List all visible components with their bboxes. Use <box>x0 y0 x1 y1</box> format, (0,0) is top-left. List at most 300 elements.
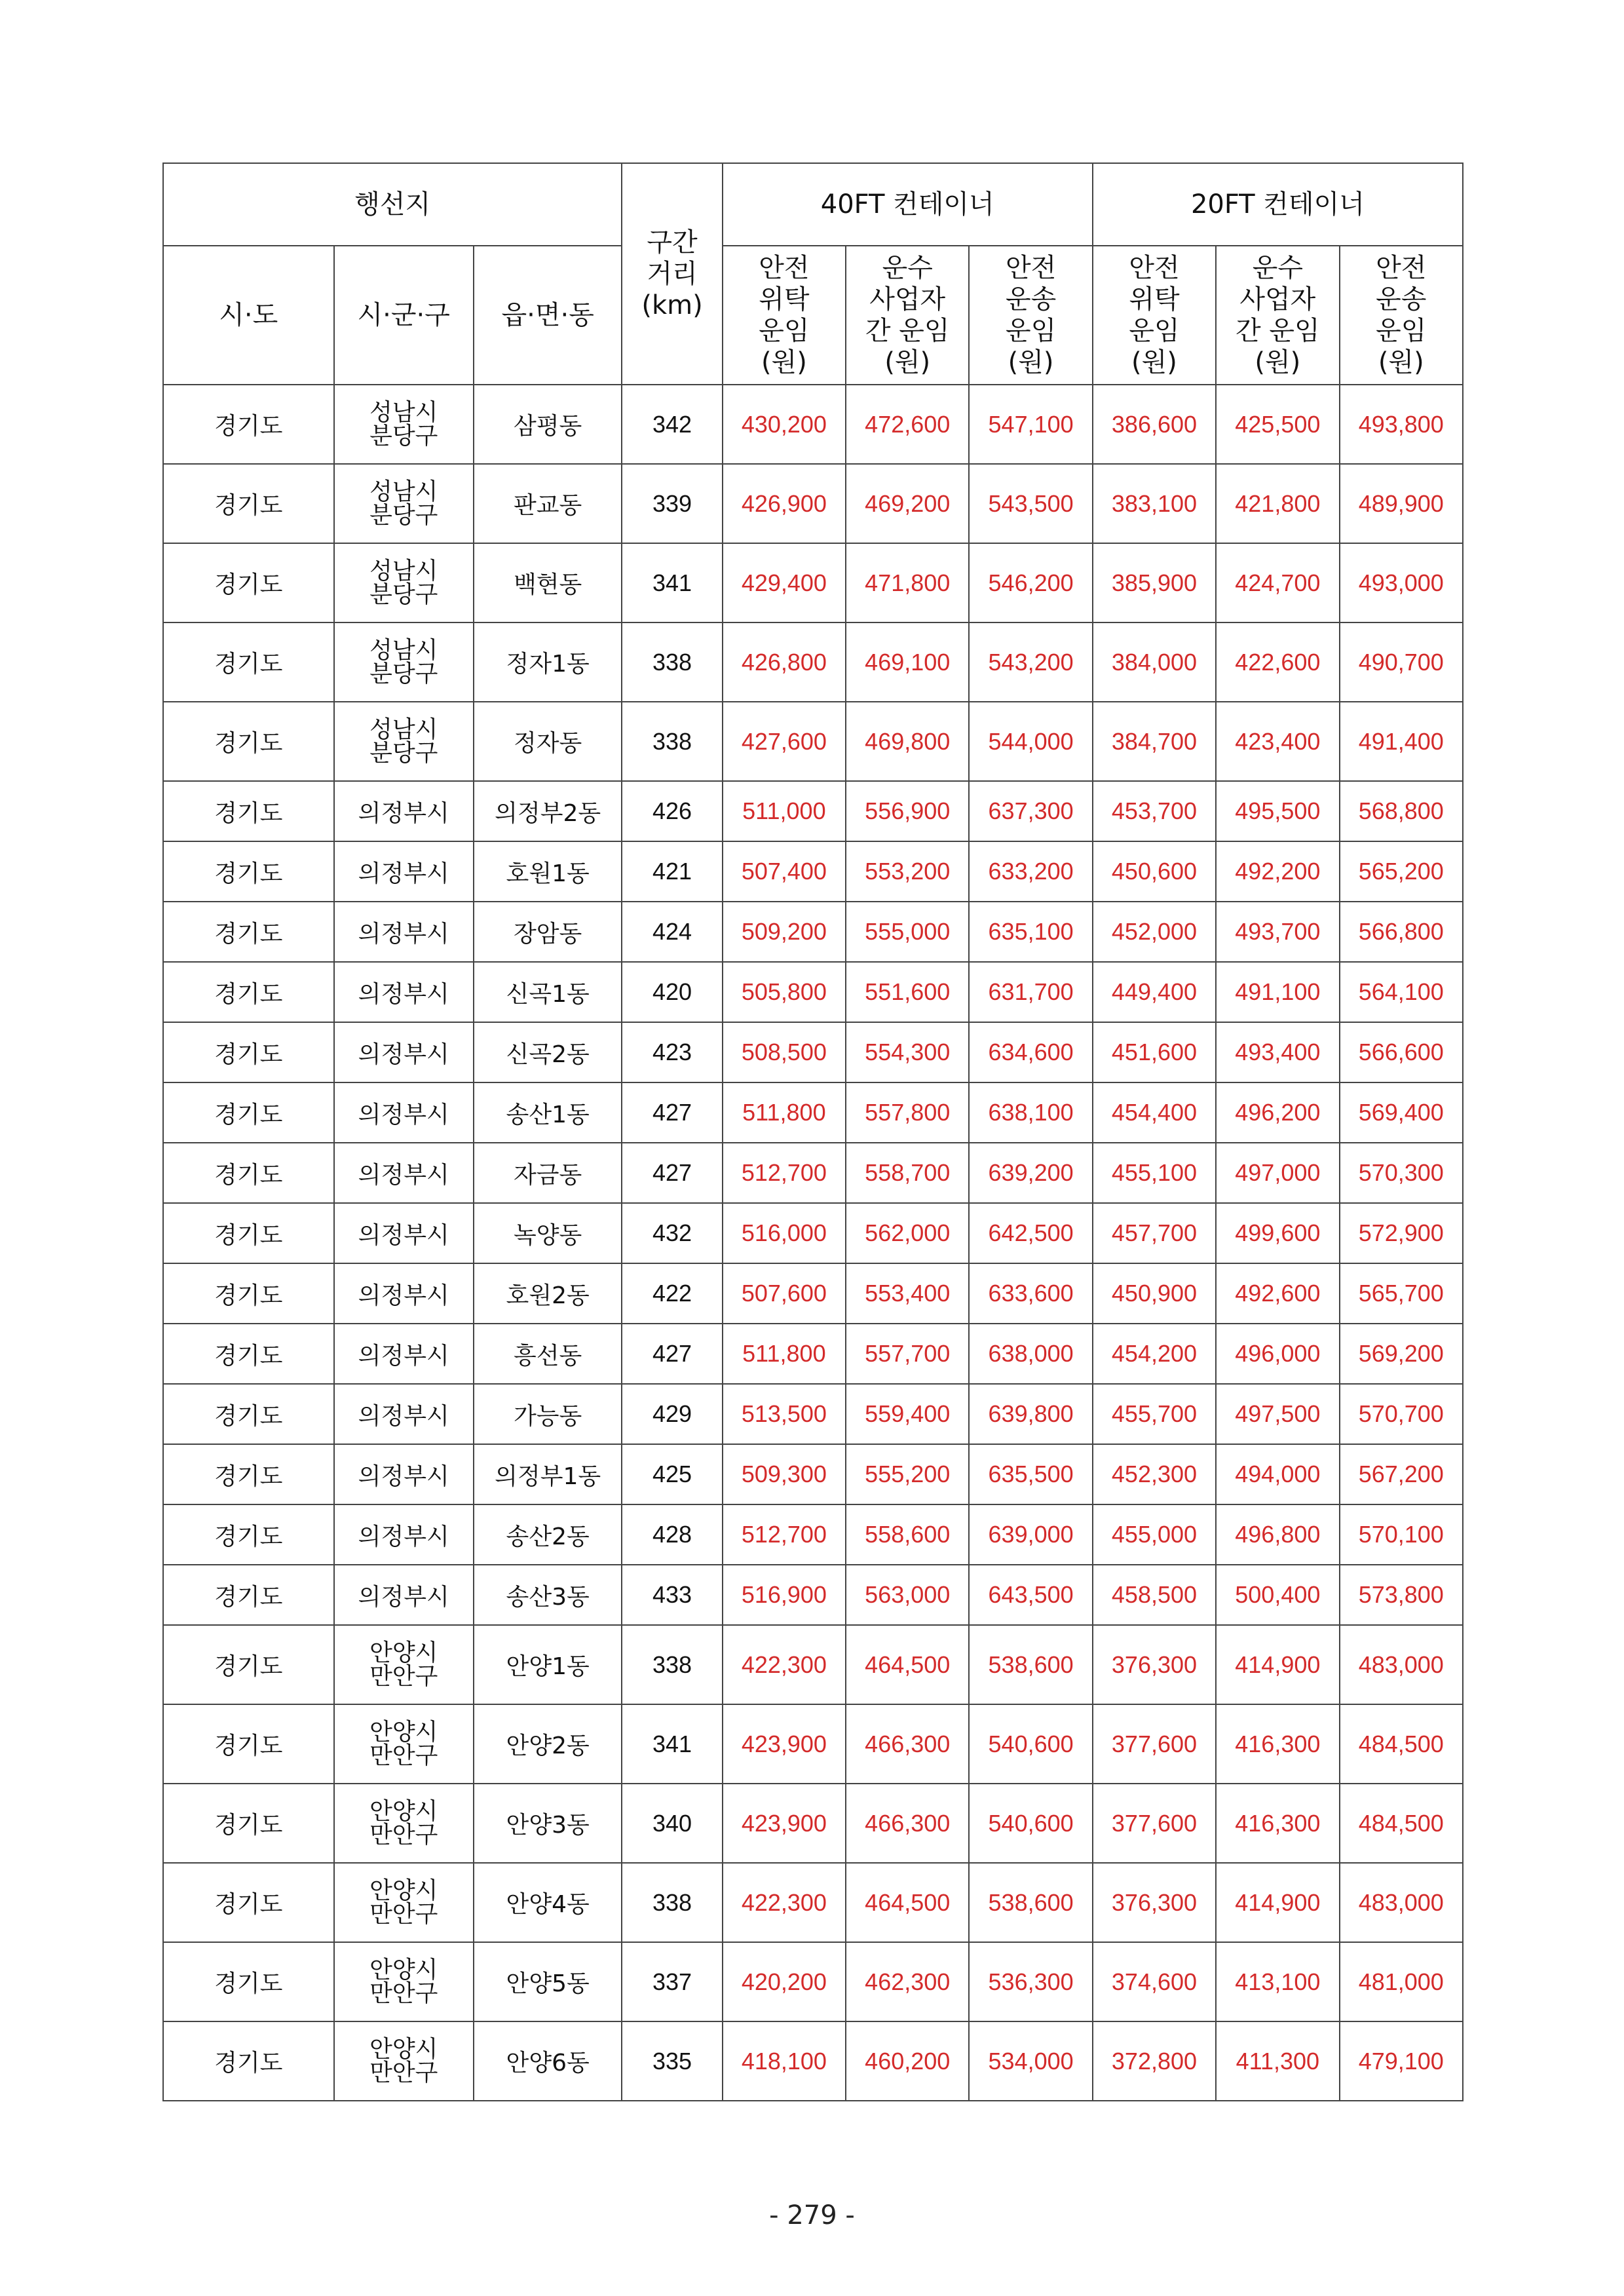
header-line: 운임 <box>1005 316 1057 346</box>
sigungu-cell <box>334 1784 474 1863</box>
table-row <box>163 1082 1463 1143</box>
header-destination: 행선지 <box>163 163 622 246</box>
sido-cell: 경기도 <box>163 543 334 622</box>
rate-40ft-cell: 631,700 <box>969 962 1092 1022</box>
distance-cell: 341 <box>622 1704 722 1784</box>
rate-20ft-cell: 422,600 <box>1216 622 1339 702</box>
dong-cell: 안양3동 <box>474 1784 622 1863</box>
sigungu-line: 의정부시 <box>358 1101 449 1128</box>
header-line: (원) <box>1131 347 1177 377</box>
sigungu-line: 의정부시 <box>358 1402 449 1430</box>
sigungu-line: 분당구 <box>369 660 438 687</box>
rate-20ft-cell: 457,700 <box>1093 1203 1216 1263</box>
sigungu-line: 성남시 <box>369 716 438 743</box>
header-sigungu: 시·군·구 <box>334 246 474 385</box>
rate-20ft-cell: 450,900 <box>1093 1263 1216 1324</box>
rate-40ft-cell: 642,500 <box>969 1203 1092 1263</box>
header-line: 운송 <box>1005 284 1057 315</box>
rate-20ft-cell: 570,700 <box>1340 1384 1463 1444</box>
rate-40ft-cell: 643,500 <box>969 1565 1092 1625</box>
rate-20ft-cell: 496,200 <box>1216 1082 1339 1143</box>
header-line: 간 운임 <box>865 316 950 346</box>
sido-cell: 경기도 <box>163 1324 334 1384</box>
rate-20ft-cell: 413,100 <box>1216 1942 1339 2021</box>
rate-20ft-cell: 374,600 <box>1093 1942 1216 2021</box>
rate-40ft-cell: 466,300 <box>846 1704 969 1784</box>
sigungu-line: 의정부시 <box>358 980 449 1008</box>
sigungu-cell <box>334 1504 474 1565</box>
rate-20ft-cell: 376,300 <box>1093 1625 1216 1704</box>
rate-20ft-cell: 493,800 <box>1340 385 1463 464</box>
rate-20ft-cell: 489,900 <box>1340 464 1463 543</box>
table-row <box>163 702 1463 781</box>
header-20ft-safety-transport-rate <box>1340 246 1463 385</box>
rate-20ft-cell: 414,900 <box>1216 1863 1339 1942</box>
rate-40ft-cell: 534,000 <box>969 2021 1092 2101</box>
sigungu-line: 만안구 <box>369 1980 438 2007</box>
sido-cell: 경기도 <box>163 1022 334 1082</box>
rate-40ft-cell: 543,200 <box>969 622 1092 702</box>
rate-20ft-cell: 495,500 <box>1216 781 1339 841</box>
rate-40ft-cell: 635,500 <box>969 1444 1092 1504</box>
rate-40ft-cell: 540,600 <box>969 1784 1092 1863</box>
rate-20ft-cell: 567,200 <box>1340 1444 1463 1504</box>
table-row <box>163 543 1463 622</box>
dong-cell: 안양1동 <box>474 1625 622 1704</box>
dong-cell: 호원1동 <box>474 841 622 902</box>
distance-cell: 429 <box>622 1384 722 1444</box>
header-line: (원) <box>884 347 931 377</box>
rate-20ft-cell: 496,800 <box>1216 1504 1339 1565</box>
rate-40ft-cell: 547,100 <box>969 385 1092 464</box>
header-line: 안전 <box>759 253 810 283</box>
sido-cell: 경기도 <box>163 1863 334 1942</box>
rate-20ft-cell: 484,500 <box>1340 1784 1463 1863</box>
rate-20ft-cell: 411,300 <box>1216 2021 1339 2101</box>
sido-cell: 경기도 <box>163 1203 334 1263</box>
table-row <box>163 2021 1463 2101</box>
rate-40ft-cell: 551,600 <box>846 962 969 1022</box>
rate-40ft-cell: 536,300 <box>969 1942 1092 2021</box>
rate-40ft-cell: 544,000 <box>969 702 1092 781</box>
rate-20ft-cell: 376,300 <box>1093 1863 1216 1942</box>
rate-20ft-cell: 450,600 <box>1093 841 1216 902</box>
sigungu-cell <box>334 1143 474 1203</box>
rate-40ft-cell: 638,000 <box>969 1324 1092 1384</box>
distance-cell: 338 <box>622 1863 722 1942</box>
table-row <box>163 1143 1463 1203</box>
sido-cell: 경기도 <box>163 702 334 781</box>
rate-20ft-cell: 424,700 <box>1216 543 1339 622</box>
sido-cell: 경기도 <box>163 1504 334 1565</box>
sigungu-line: 안양시 <box>369 1718 438 1746</box>
rate-40ft-cell: 512,700 <box>723 1504 846 1565</box>
sido-cell: 경기도 <box>163 1082 334 1143</box>
rate-40ft-cell: 555,200 <box>846 1444 969 1504</box>
sigungu-cell <box>334 622 474 702</box>
header-40ft-safety-consign-rate <box>723 246 846 385</box>
rate-40ft-cell: 558,600 <box>846 1504 969 1565</box>
rate-40ft-cell: 418,100 <box>723 2021 846 2101</box>
table-row <box>163 841 1463 902</box>
sido-cell: 경기도 <box>163 1625 334 1704</box>
rate-40ft-cell: 558,700 <box>846 1143 969 1203</box>
table-row <box>163 1022 1463 1082</box>
rate-20ft-cell: 481,000 <box>1340 1942 1463 2021</box>
table-row <box>163 1324 1463 1384</box>
rate-20ft-cell: 372,800 <box>1093 2021 1216 2101</box>
rate-40ft-cell: 422,300 <box>723 1863 846 1942</box>
rate-40ft-cell: 423,900 <box>723 1784 846 1863</box>
dong-cell: 흥선동 <box>474 1324 622 1384</box>
sido-cell: 경기도 <box>163 385 334 464</box>
table-row <box>163 1863 1463 1942</box>
sigungu-cell <box>334 385 474 464</box>
header-20ft-carrier-rate <box>1216 246 1339 385</box>
rate-40ft-cell: 634,600 <box>969 1022 1092 1082</box>
header-eupmyeondong: 읍·면·동 <box>474 246 622 385</box>
sido-cell: 경기도 <box>163 622 334 702</box>
sigungu-cell <box>334 2021 474 2101</box>
rate-20ft-cell: 421,800 <box>1216 464 1339 543</box>
header-distance-line: 구간 <box>647 227 698 258</box>
rate-20ft-cell: 494,000 <box>1216 1444 1339 1504</box>
rate-20ft-cell: 493,700 <box>1216 902 1339 962</box>
rate-40ft-cell: 557,700 <box>846 1324 969 1384</box>
header-line: (원) <box>1255 347 1301 377</box>
header-line: (원) <box>1378 347 1424 377</box>
sigungu-cell <box>334 1942 474 2021</box>
rate-40ft-cell: 637,300 <box>969 781 1092 841</box>
table-row <box>163 1784 1463 1863</box>
rate-40ft-cell: 469,800 <box>846 702 969 781</box>
rate-20ft-cell: 384,700 <box>1093 702 1216 781</box>
dong-cell: 의정부1동 <box>474 1444 622 1504</box>
distance-cell: 338 <box>622 622 722 702</box>
rate-40ft-cell: 469,200 <box>846 464 969 543</box>
sigungu-cell <box>334 1324 474 1384</box>
sido-cell: 경기도 <box>163 1143 334 1203</box>
rate-40ft-cell: 546,200 <box>969 543 1092 622</box>
distance-cell: 341 <box>622 543 722 622</box>
rate-40ft-cell: 513,500 <box>723 1384 846 1444</box>
rate-20ft-cell: 566,800 <box>1340 902 1463 962</box>
distance-cell: 340 <box>622 1784 722 1863</box>
sigungu-line: 의정부시 <box>358 1041 449 1068</box>
rate-20ft-cell: 484,500 <box>1340 1704 1463 1784</box>
rate-40ft-cell: 553,400 <box>846 1263 969 1324</box>
rate-40ft-cell: 639,200 <box>969 1143 1092 1203</box>
rate-20ft-cell: 416,300 <box>1216 1784 1339 1863</box>
rate-20ft-cell: 491,400 <box>1340 702 1463 781</box>
sigungu-cell <box>334 543 474 622</box>
dong-cell: 백현동 <box>474 543 622 622</box>
table-row <box>163 1444 1463 1504</box>
rate-40ft-cell: 507,600 <box>723 1263 846 1324</box>
sigungu-cell <box>334 1444 474 1504</box>
dong-cell: 송산2동 <box>474 1504 622 1565</box>
sigungu-line: 분당구 <box>369 422 438 450</box>
page-number: - 279 - <box>769 2200 855 2230</box>
sigungu-line: 만안구 <box>369 1821 438 1848</box>
rate-20ft-cell: 452,300 <box>1093 1444 1216 1504</box>
distance-cell: 420 <box>622 962 722 1022</box>
table-row <box>163 1565 1463 1625</box>
rate-20ft-cell: 572,900 <box>1340 1203 1463 1263</box>
rate-40ft-cell: 633,600 <box>969 1263 1092 1324</box>
sigungu-line: 안양시 <box>369 1639 438 1666</box>
rate-20ft-cell: 377,600 <box>1093 1704 1216 1784</box>
sigungu-line: 성남시 <box>369 636 438 664</box>
rate-40ft-cell: 427,600 <box>723 702 846 781</box>
table-row <box>163 1704 1463 1784</box>
rate-40ft-cell: 538,600 <box>969 1863 1092 1942</box>
sigungu-cell <box>334 1704 474 1784</box>
sigungu-line: 의정부시 <box>358 860 449 887</box>
header-line: 사업자 <box>1239 284 1316 315</box>
sigungu-line: 성남시 <box>369 557 438 584</box>
sigungu-line: 안양시 <box>369 1956 438 1983</box>
dong-cell: 가능동 <box>474 1384 622 1444</box>
rate-40ft-cell: 464,500 <box>846 1625 969 1704</box>
header-line: 안전 <box>1005 253 1057 283</box>
sigungu-line: 만안구 <box>369 1900 438 1928</box>
table-row <box>163 1625 1463 1704</box>
rate-20ft-cell: 455,100 <box>1093 1143 1216 1203</box>
rate-40ft-cell: 562,000 <box>846 1203 969 1263</box>
sigungu-line: 안양시 <box>369 2035 438 2063</box>
rate-40ft-cell: 505,800 <box>723 962 846 1022</box>
rate-20ft-cell: 449,400 <box>1093 962 1216 1022</box>
sigungu-cell <box>334 1625 474 1704</box>
distance-cell: 339 <box>622 464 722 543</box>
rate-20ft-cell: 386,600 <box>1093 385 1216 464</box>
rate-40ft-cell: 559,400 <box>846 1384 969 1444</box>
sigungu-cell <box>334 1203 474 1263</box>
sigungu-line: 만안구 <box>369 1662 438 1690</box>
header-line: 운수 <box>882 253 933 283</box>
dong-cell: 정자동 <box>474 702 622 781</box>
rate-20ft-cell: 499,600 <box>1216 1203 1339 1263</box>
rate-20ft-cell: 458,500 <box>1093 1565 1216 1625</box>
distance-cell: 433 <box>622 1565 722 1625</box>
rate-40ft-cell: 509,300 <box>723 1444 846 1504</box>
rate-20ft-cell: 566,600 <box>1340 1022 1463 1082</box>
sido-cell: 경기도 <box>163 1565 334 1625</box>
rate-40ft-cell: 540,600 <box>969 1704 1092 1784</box>
table-row <box>163 962 1463 1022</box>
header-line: (원) <box>1008 347 1054 377</box>
rate-20ft-cell: 425,500 <box>1216 385 1339 464</box>
rate-40ft-cell: 466,300 <box>846 1784 969 1863</box>
sigungu-cell <box>334 1082 474 1143</box>
dong-cell: 신곡2동 <box>474 1022 622 1082</box>
sido-cell: 경기도 <box>163 1784 334 1863</box>
distance-cell: 427 <box>622 1082 722 1143</box>
distance-cell: 335 <box>622 2021 722 2101</box>
table-row <box>163 1263 1463 1324</box>
rate-40ft-cell: 460,200 <box>846 2021 969 2101</box>
distance-cell: 424 <box>622 902 722 962</box>
distance-cell: 427 <box>622 1324 722 1384</box>
sigungu-cell <box>334 1022 474 1082</box>
dong-cell: 삼평동 <box>474 385 622 464</box>
rate-40ft-cell: 507,400 <box>723 841 846 902</box>
rate-20ft-cell: 455,700 <box>1093 1384 1216 1444</box>
header-line: 운수 <box>1252 253 1303 283</box>
header-sido: 시·도 <box>163 246 334 385</box>
sigungu-line: 안양시 <box>369 1877 438 1904</box>
sigungu-cell <box>334 1384 474 1444</box>
header-line: 간 운임 <box>1236 316 1320 346</box>
rate-20ft-cell: 451,600 <box>1093 1022 1216 1082</box>
sido-cell: 경기도 <box>163 902 334 962</box>
rate-40ft-cell: 422,300 <box>723 1625 846 1704</box>
distance-cell: 337 <box>622 1942 722 2021</box>
rate-20ft-cell: 385,900 <box>1093 543 1216 622</box>
dong-cell: 자금동 <box>474 1143 622 1203</box>
sigungu-line: 안양시 <box>369 1797 438 1825</box>
distance-cell: 422 <box>622 1263 722 1324</box>
rate-20ft-cell: 568,800 <box>1340 781 1463 841</box>
dong-cell: 의정부2동 <box>474 781 622 841</box>
table-row <box>163 1942 1463 2021</box>
header-line: 안전 <box>1376 253 1427 283</box>
dong-cell: 안양6동 <box>474 2021 622 2101</box>
table-body <box>163 385 1463 2101</box>
dong-cell: 장암동 <box>474 902 622 962</box>
header-line: 운임 <box>1376 316 1427 346</box>
rate-40ft-cell: 538,600 <box>969 1625 1092 1704</box>
sido-cell: 경기도 <box>163 2021 334 2101</box>
sido-cell: 경기도 <box>163 1263 334 1324</box>
rate-40ft-cell: 639,000 <box>969 1504 1092 1565</box>
rate-40ft-cell: 509,200 <box>723 902 846 962</box>
rate-20ft-cell: 500,400 <box>1216 1565 1339 1625</box>
header-distance-line: 거리 <box>647 259 698 289</box>
sido-cell: 경기도 <box>163 1444 334 1504</box>
header-line: 운임 <box>759 316 810 346</box>
header-line: (원) <box>761 347 807 377</box>
sido-cell: 경기도 <box>163 1942 334 2021</box>
rate-40ft-cell: 508,500 <box>723 1022 846 1082</box>
rate-40ft-cell: 429,400 <box>723 543 846 622</box>
sigungu-line: 만안구 <box>369 1742 438 1769</box>
sigungu-line: 의정부시 <box>358 1583 449 1611</box>
rate-20ft-cell: 569,200 <box>1340 1324 1463 1384</box>
header-40ft-carrier-rate <box>846 246 969 385</box>
distance-cell: 428 <box>622 1504 722 1565</box>
dong-cell: 신곡1동 <box>474 962 622 1022</box>
rate-40ft-cell: 420,200 <box>723 1942 846 2021</box>
header-40ft-container: 40FT 컨테이너 <box>723 163 1093 246</box>
rate-20ft-cell: 493,000 <box>1340 543 1463 622</box>
sigungu-line: 의정부시 <box>358 1342 449 1369</box>
header-20ft-container: 20FT 컨테이너 <box>1093 163 1463 246</box>
sigungu-line: 분당구 <box>369 581 438 608</box>
rate-40ft-cell: 511,800 <box>723 1082 846 1143</box>
distance-cell: 432 <box>622 1203 722 1263</box>
rate-20ft-cell: 569,400 <box>1340 1082 1463 1143</box>
sigungu-line: 의정부시 <box>358 920 449 947</box>
rate-20ft-cell: 492,200 <box>1216 841 1339 902</box>
sido-cell: 경기도 <box>163 962 334 1022</box>
distance-cell: 338 <box>622 702 722 781</box>
table-row <box>163 464 1463 543</box>
rate-40ft-cell: 462,300 <box>846 1942 969 2021</box>
rate-20ft-cell: 493,400 <box>1216 1022 1339 1082</box>
sigungu-line: 의정부시 <box>358 1161 449 1189</box>
rate-20ft-cell: 455,000 <box>1093 1504 1216 1565</box>
rate-40ft-cell: 430,200 <box>723 385 846 464</box>
header-40ft-safety-transport-rate <box>969 246 1092 385</box>
distance-cell: 338 <box>622 1625 722 1704</box>
dong-cell: 호원2동 <box>474 1263 622 1324</box>
rate-20ft-cell: 452,000 <box>1093 902 1216 962</box>
dong-cell: 안양2동 <box>474 1704 622 1784</box>
table-row <box>163 902 1463 962</box>
rate-40ft-cell: 555,000 <box>846 902 969 962</box>
header-line: 사업자 <box>869 284 946 315</box>
sido-cell: 경기도 <box>163 1704 334 1784</box>
sigungu-cell <box>334 962 474 1022</box>
sigungu-cell <box>334 1863 474 1942</box>
sigungu-line: 의정부시 <box>358 1282 449 1309</box>
rate-20ft-cell: 492,600 <box>1216 1263 1339 1324</box>
rate-40ft-cell: 471,800 <box>846 543 969 622</box>
sigungu-cell <box>334 702 474 781</box>
distance-cell: 427 <box>622 1143 722 1203</box>
rate-20ft-cell: 490,700 <box>1340 622 1463 702</box>
rate-40ft-cell: 464,500 <box>846 1863 969 1942</box>
rate-40ft-cell: 638,100 <box>969 1082 1092 1143</box>
rate-20ft-cell: 573,800 <box>1340 1565 1463 1625</box>
rate-20ft-cell: 384,000 <box>1093 622 1216 702</box>
distance-cell: 425 <box>622 1444 722 1504</box>
sigungu-line: 분당구 <box>369 501 438 529</box>
rate-40ft-cell: 553,200 <box>846 841 969 902</box>
rate-20ft-cell: 453,700 <box>1093 781 1216 841</box>
distance-cell: 421 <box>622 841 722 902</box>
sigungu-line: 의정부시 <box>358 799 449 827</box>
rate-20ft-cell: 565,200 <box>1340 841 1463 902</box>
dong-cell: 송산1동 <box>474 1082 622 1143</box>
sigungu-cell <box>334 464 474 543</box>
rate-20ft-cell: 377,600 <box>1093 1784 1216 1863</box>
sigungu-line: 성남시 <box>369 478 438 505</box>
rate-20ft-cell: 497,500 <box>1216 1384 1339 1444</box>
rate-40ft-cell: 516,000 <box>723 1203 846 1263</box>
distance-cell: 423 <box>622 1022 722 1082</box>
rate-40ft-cell: 563,000 <box>846 1565 969 1625</box>
sigungu-line: 의정부시 <box>358 1523 449 1550</box>
dong-cell: 정자1동 <box>474 622 622 702</box>
rate-40ft-cell: 633,200 <box>969 841 1092 902</box>
rate-40ft-cell: 426,900 <box>723 464 846 543</box>
rate-40ft-cell: 516,900 <box>723 1565 846 1625</box>
sigungu-cell <box>334 902 474 962</box>
rate-20ft-cell: 383,100 <box>1093 464 1216 543</box>
rate-20ft-cell: 479,100 <box>1340 2021 1463 2101</box>
header-line: 안전 <box>1129 253 1180 283</box>
header-distance-line: (km) <box>641 290 703 320</box>
sigungu-cell <box>334 1565 474 1625</box>
rate-20ft-cell: 423,400 <box>1216 702 1339 781</box>
distance-cell: 426 <box>622 781 722 841</box>
sigungu-line: 성남시 <box>369 398 438 426</box>
rate-20ft-cell: 570,300 <box>1340 1143 1463 1203</box>
table-row <box>163 1384 1463 1444</box>
